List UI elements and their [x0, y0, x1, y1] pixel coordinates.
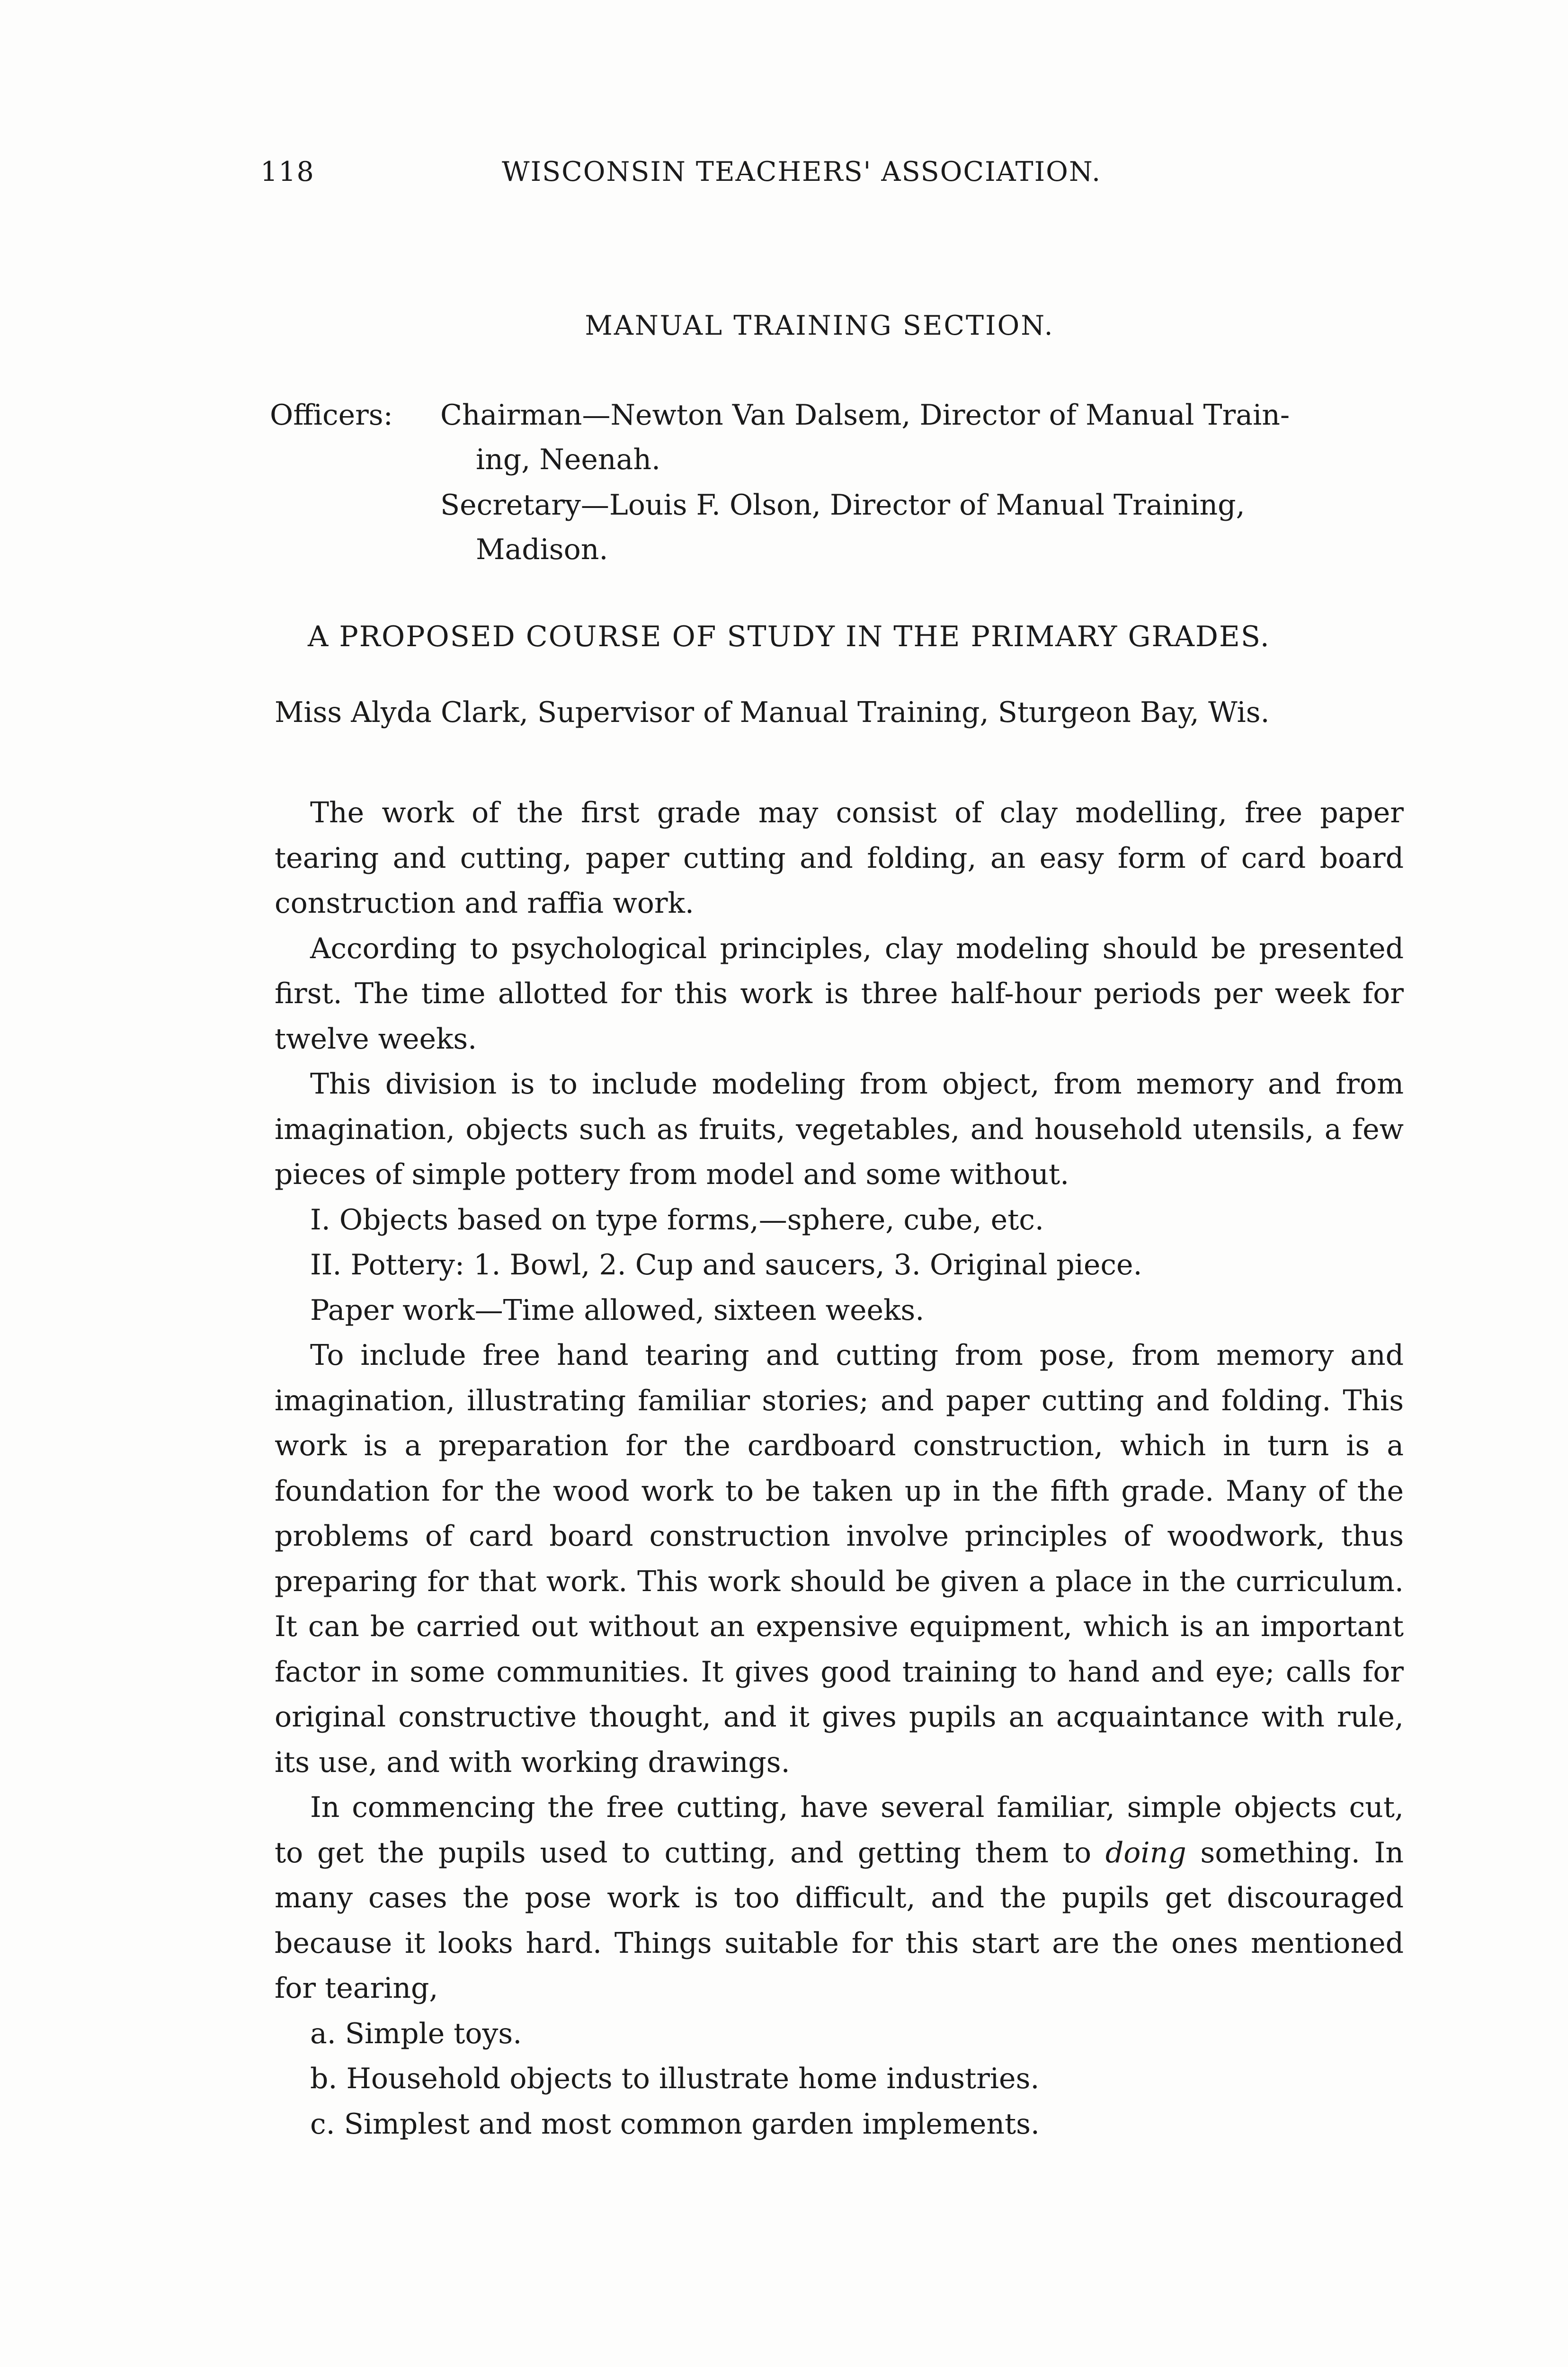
list-item: Paper work—Time allowed, sixteen weeks. [310, 1293, 925, 1327]
paragraph: According to psychological principles, clay modeling should be presented first. The time allotted for this work is three half-hour periods per week for twelve weeks. [275, 932, 1404, 1056]
page-number: 118 [260, 156, 315, 187]
paragraph: To include free hand tearing and cutting from pose, from memory and imagination, illustrating familiar stories; and paper cutting and folding. This work is a preparation for the cardboard construction, which in turn is a foundation for the wood work to be taken up in the fifth grade. Many of the problems of card board construction involve principles of woodwork, thus preparing for that work. This work should be given a place in the curriculum. It can be carried out without an expensive equipment, which is an important factor in some communities. It gives good training to hand and eye; calls for original constructive thought, and it gives pupils an acquaintance with rule, its use, and with working drawings. [275, 1339, 1404, 1779]
paragraph [275, 1785, 1404, 2011]
text-run: something. In many cases the pose work is too difficult, and the pupils get discouraged because it looks hard. Things suitable for this start are the ones mentioned for tearing, [275, 1836, 1404, 2005]
secretary-line-2: Madison. [476, 533, 608, 566]
list-item: I. Objects based on type forms,—sphere, cube, etc. [310, 1203, 1044, 1237]
secretary-line-1: Secretary—Louis F. Olson, Director of Manual Training, [440, 489, 1245, 522]
officers-label: Officers: [270, 399, 393, 432]
section-title: MANUAL TRAINING SECTION. [585, 310, 1054, 341]
article-body [275, 791, 1404, 2147]
chairman-line-2: ing, Neenah. [476, 443, 661, 476]
journal-title: WISCONSIN TEACHERS' ASSOCIATION. [502, 156, 1102, 187]
officer-secretary [440, 483, 1411, 572]
list-item: c. Simplest and most common garden implements. [310, 2107, 1040, 2141]
running-head [260, 156, 1236, 194]
text-run: In commencing the free cutting, have several familiar, simple objects cut, to get the pupils used to cutting, and getting them to [275, 1791, 1404, 1869]
list-item: a. Simple toys. [310, 2017, 522, 2050]
paragraph: This division is to include modeling from object, from memory and from imagination, objects such as fruits, vegetables, and household utensils, a few pieces of simple pottery from model and some without. [275, 1068, 1404, 1191]
list-item: b. Household objects to illustrate home industries. [310, 2062, 1040, 2095]
chairman-line-1: Chairman—Newton Van Dalsem, Director of Manual Train- [440, 399, 1290, 432]
article-byline: Miss Alyda Clark, Supervisor of Manual Training, Sturgeon Bay, Wis. [275, 696, 1270, 729]
list-item: II. Pottery: 1. Bowl, 2. Cup and saucers, 3. Original piece. [310, 1248, 1142, 1281]
paragraph: The work of the first grade may consist of clay modelling, free paper tearing and cutting, paper cutting and folding, an easy form of card board construction and raffia work. [275, 796, 1404, 920]
article-title: A PROPOSED COURSE OF STUDY IN THE PRIMARY GRADES. [308, 620, 1270, 653]
officer-chairman [440, 393, 1411, 482]
emphasis-text: doing [1105, 1836, 1186, 1869]
